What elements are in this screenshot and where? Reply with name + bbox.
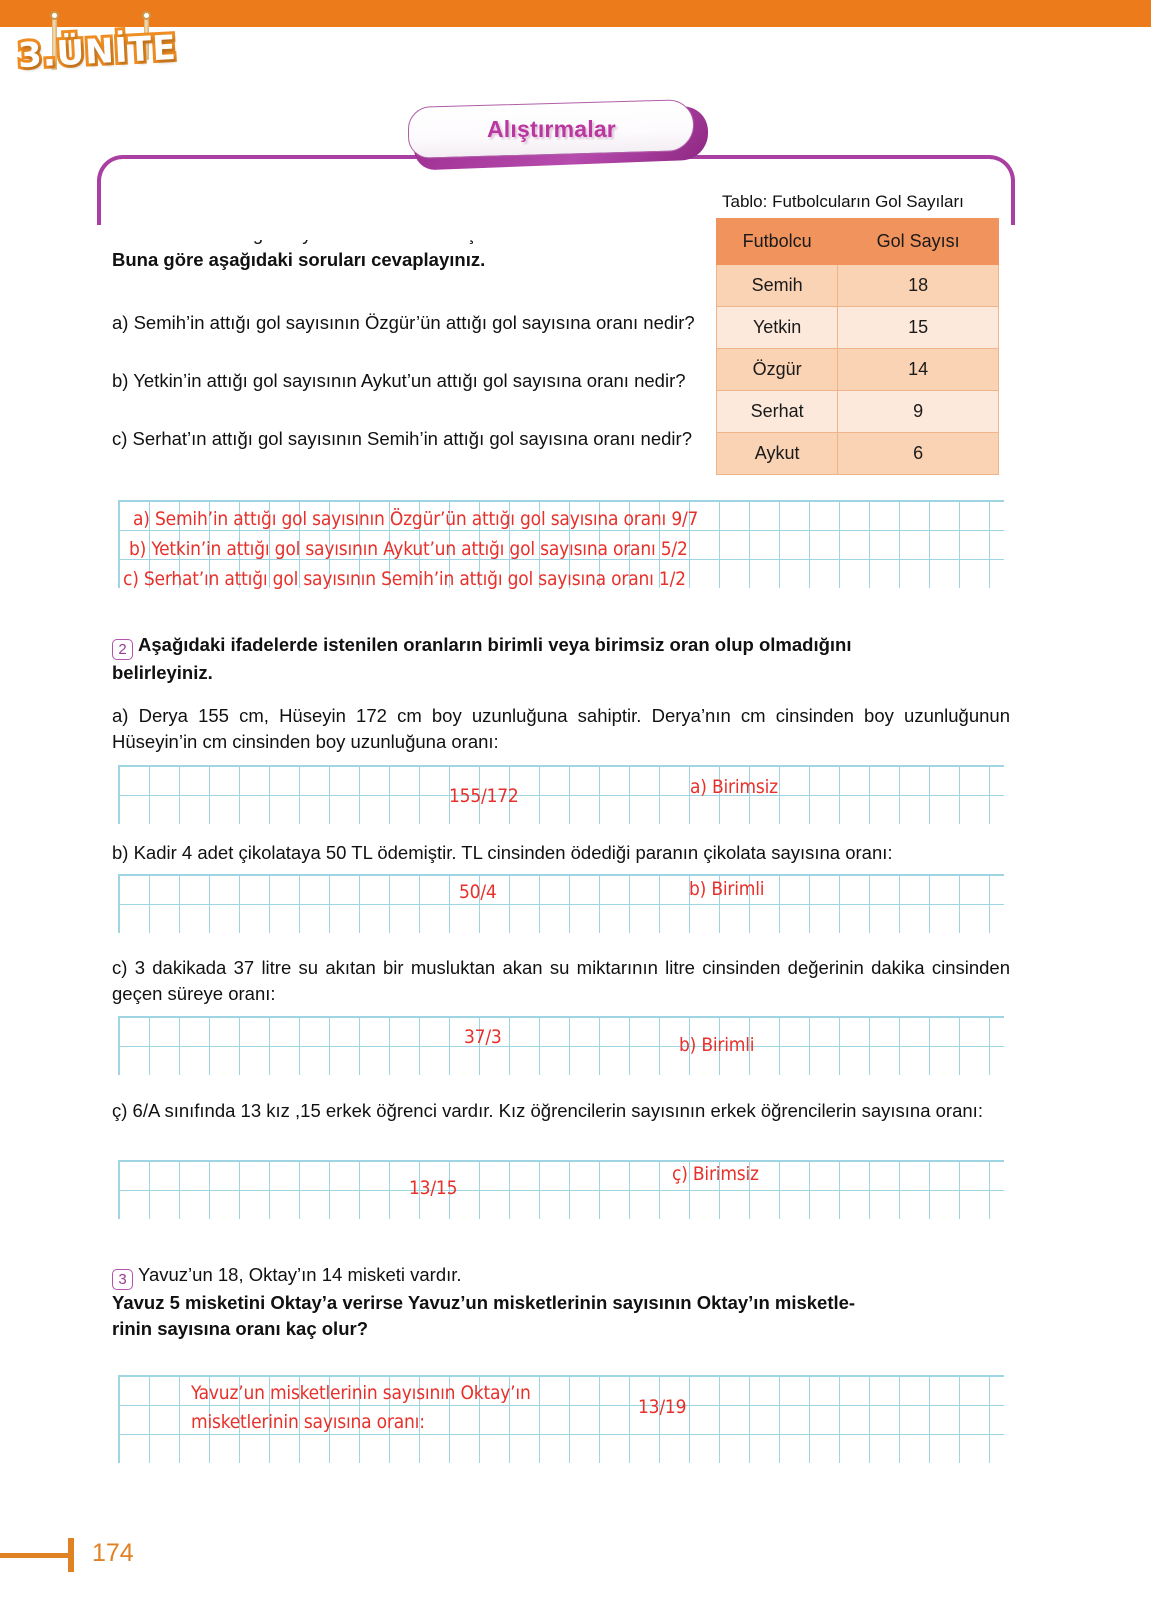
- answer-2a-ratio: 155/172: [449, 785, 519, 807]
- question-1-part-a: a) Semih’in attığı gol sayısının Özgür’ün attığı gol sayısına oranı nedir?: [112, 312, 695, 333]
- question-2-prompt: [112, 632, 1010, 686]
- table-cell-player: Serhat: [717, 391, 838, 433]
- answer-grid-2c[interactable]: [118, 1016, 1004, 1075]
- table-row: [717, 433, 999, 475]
- question-1-intro-bold: Buna göre aşağıdaki soruları cevaplayınız.: [112, 249, 486, 271]
- question-2-part-c-text: c) 3 dakikada 37 litre su akıtan bir musluktan akan su miktarının litre cinsinden değerinin dakika cinsinden geçen süreye oranı:: [112, 957, 1010, 1005]
- question-2-part-b-text: b) Kadir 4 adet çikolataya 50 TL ödemiştir. TL cinsinden ödediği paranın çikolata sayısına oranı:: [112, 842, 893, 863]
- question-3-line1: Yavuz’un 18, Oktay’ın 14 misketi vardır.: [138, 1264, 462, 1285]
- hanger-ring-right: [142, 11, 151, 20]
- answer-2c-cedilla-label: ç) Birimsiz: [672, 1163, 759, 1185]
- hanger-ring-left: [50, 11, 59, 20]
- answer-2b-ratio: 50/4: [459, 881, 497, 903]
- table-cell-player: Özgür: [717, 349, 838, 391]
- answer-2a-label: a) Birimsiz: [690, 776, 778, 798]
- table-row: [717, 265, 999, 307]
- table-cell-goals: 6: [838, 433, 999, 475]
- answer-2c-ratio: 37/3: [464, 1026, 502, 1048]
- footer-rule: [0, 1553, 70, 1558]
- table-row: [717, 307, 999, 349]
- answer-grid-2b[interactable]: [118, 874, 1004, 933]
- answer-3-text: [191, 1379, 601, 1438]
- question-2-prompt-line1: Aşağıdaki ifadelerde istenilen oranların birimli veya birimsiz oran olup olmadığını: [138, 634, 852, 655]
- table-cell-player: Yetkin: [717, 307, 838, 349]
- question-3-bold-line2: rinin sayısına oranı kaç olur?: [112, 1318, 369, 1340]
- answer-grid-2c-cedilla[interactable]: [118, 1160, 1004, 1219]
- footer-tick: [68, 1538, 74, 1572]
- unit-badge-hanger: [0, 0, 200, 110]
- unit-number-badge: 3.ÜNİTE: [17, 27, 178, 77]
- question-2-part-c-cedilla-text: ç) 6/A sınıfında 13 kız ,15 erkek öğrenci vardır. Kız öğrencilerin sayısının erkek öğrencilerin sayısına oranı:: [112, 1100, 983, 1121]
- banner-title: Alıştırmalar: [486, 115, 616, 142]
- answer-grid-2a[interactable]: [118, 765, 1004, 824]
- answer-2c-label: b) Birimli: [679, 1034, 755, 1056]
- page-number: 174: [92, 1539, 134, 1567]
- question-3-block: [112, 1262, 1010, 1343]
- question-2-part-a-text: a) Derya 155 cm, Hüseyin 172 cm boy uzunluğuna sahiptir. Derya’nın cm cinsinden boy uzunluğunun Hüseyin’in cm cinsinden boy uzunluğuna oranı:: [112, 705, 1010, 753]
- question-3-number: 3: [112, 1269, 133, 1290]
- exercises-banner: [408, 103, 708, 165]
- answer-3-text-line2: misketlerinin sayısına oranı:: [191, 1411, 425, 1434]
- question-2-number: 2: [112, 639, 133, 660]
- table-cell-goals: 15: [838, 307, 999, 349]
- question-3-bold-line1: Yavuz 5 misketini Oktay’a verirse Yavuz’un misketlerinin sayısının Oktay’ın misketle-: [112, 1292, 856, 1313]
- table-cell-goals: 14: [838, 349, 999, 391]
- question-1-part-c: c) Serhat’ın attığı gol sayısının Semih’in attığı gol sayısına oranı nedir?: [112, 428, 692, 449]
- banner-face: [408, 99, 694, 159]
- answer-3-ratio: 13/19: [638, 1396, 687, 1418]
- answer-2c-cedilla-ratio: 13/15: [409, 1177, 458, 1199]
- answer-1c-ink: c) Serhat’ın attığı gol sayısının Semih’in attığı gol sayısına oranı 1/2: [123, 568, 686, 590]
- answer-2b-label: b) Birimli: [689, 878, 765, 900]
- table-row: [717, 349, 999, 391]
- question-2-prompt-line2: belirleyiniz.: [112, 662, 213, 683]
- table-header-row: [717, 219, 999, 265]
- table-caption: Tablo: Futbolcuların Gol Sayıları: [722, 192, 964, 211]
- answer-1b-ink: b) Yetkin’in attığı gol sayısının Aykut’un attığı gol sayısına oranı 5/2: [129, 538, 688, 560]
- table-cell-player: Semih: [717, 265, 838, 307]
- answer-1a-ink: a) Semih’in attığı gol sayısının Özgür’ün attığı gol sayısına oranı 9/7: [133, 508, 699, 530]
- answer-3-text-line1: Yavuz’un misketlerinin sayısının Oktay’ın: [191, 1382, 531, 1404]
- table-header-player: Futbolcu: [717, 219, 838, 265]
- table-cell-goals: 9: [838, 391, 999, 433]
- table-cell-player: Aykut: [717, 433, 838, 475]
- table-cell-goals: 18: [838, 265, 999, 307]
- question-1-part-b: b) Yetkin’in attığı gol sayısının Aykut’un attığı gol sayısına oranı nedir?: [112, 370, 686, 391]
- goals-table: [716, 218, 999, 475]
- table-row: [717, 391, 999, 433]
- table-header-goals: Gol Sayısı: [838, 219, 999, 265]
